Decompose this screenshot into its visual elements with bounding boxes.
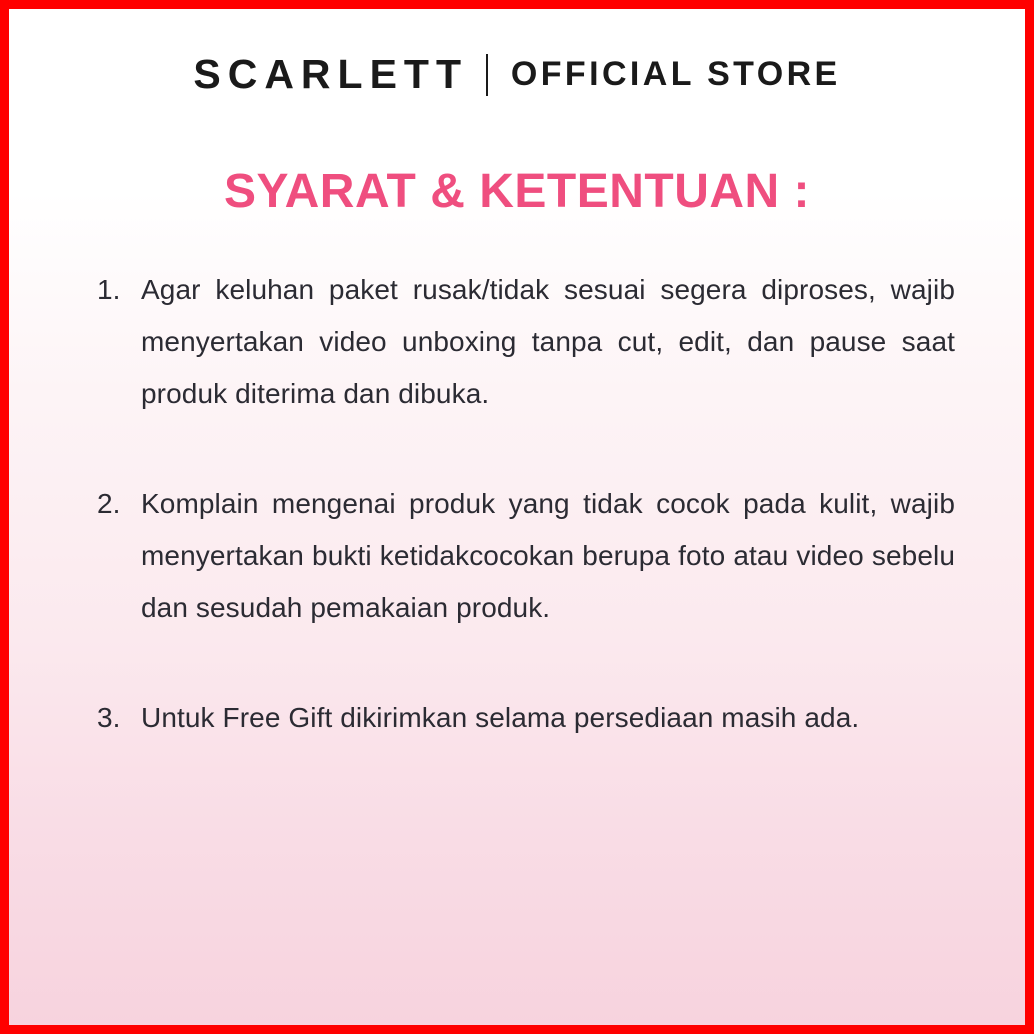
list-item-number: 2.	[97, 488, 121, 519]
list-item-text: Agar keluhan paket rusak/tidak sesuai segera diproses, wajib menyertakan video unboxing tanpa cut, edit, dan pause saat produk diterima dan dibuka.	[141, 274, 955, 409]
list-item	[89, 264, 955, 420]
promo-card	[9, 9, 1025, 1025]
list-item-text: Komplain mengenai produk yang tidak cocok pada kulit, wajib menyertakan bukti ketidakcocokan berupa foto atau video sebelu dan sesudah pemakaian produk.	[141, 488, 955, 623]
brand-subtitle: OFFICIAL STORE	[510, 55, 841, 93]
list-item-text: Untuk Free Gift dikirimkan selama persediaan masih ada.	[141, 702, 860, 733]
brand-divider-icon	[486, 54, 488, 96]
list-item-number: 3.	[97, 702, 121, 733]
list-item	[89, 692, 955, 744]
list-item-number: 1.	[97, 274, 121, 305]
brand-header	[9, 51, 1025, 98]
list-item	[89, 478, 955, 634]
brand-name: SCARLETT	[193, 51, 469, 97]
page-title: SYARAT & KETENTUAN :	[223, 165, 811, 218]
terms-list	[89, 264, 955, 802]
